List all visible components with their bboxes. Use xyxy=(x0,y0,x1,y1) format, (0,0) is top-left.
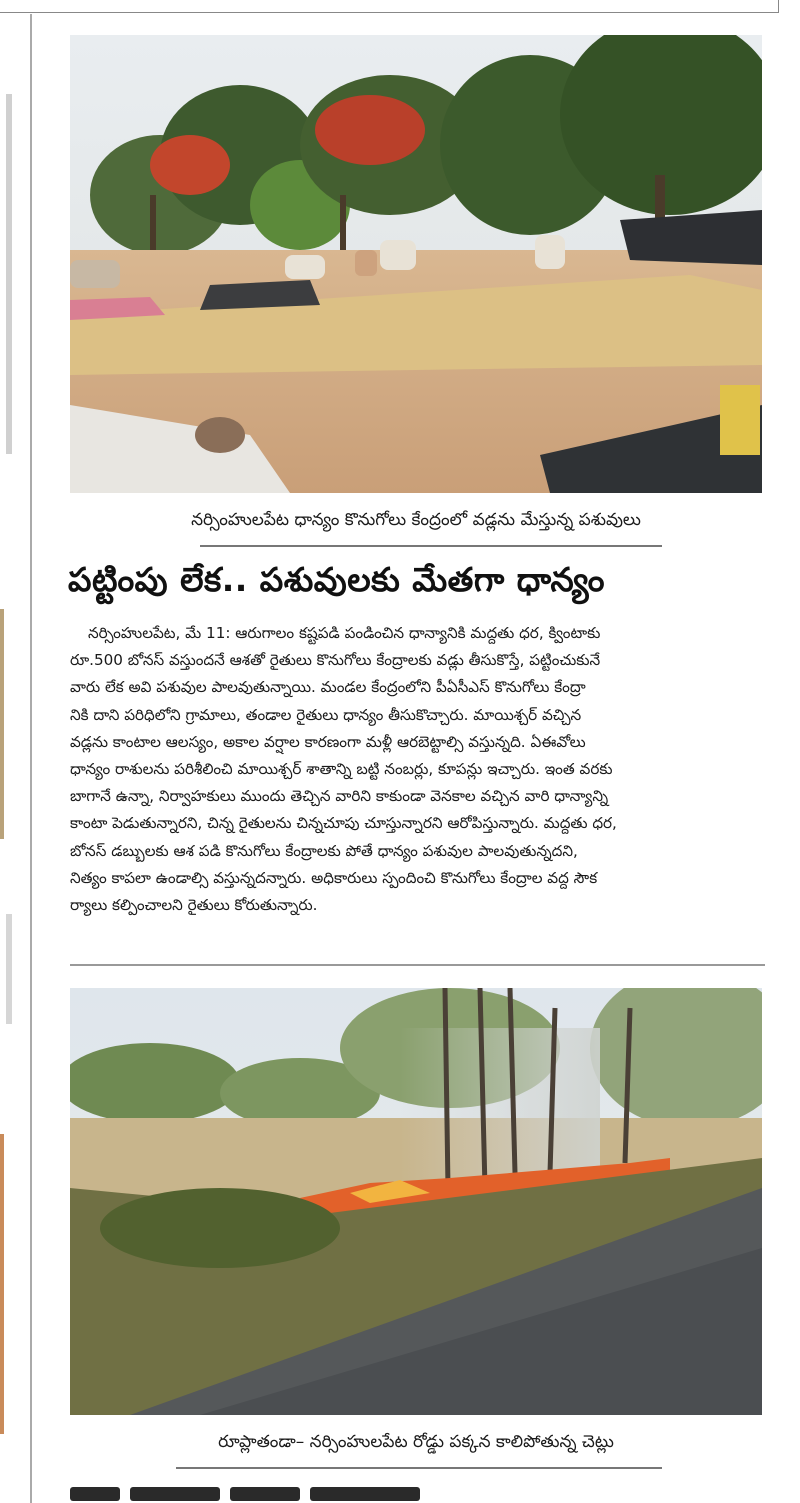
article-line: బాగానే ఉన్నా, నిర్వాహకులు ముందు తెచ్చిన వారిని కాకుండా వెనకాల వచ్చిన వారి ధాన్యాన్ని xyxy=(70,787,609,806)
paddy-centre-cattle-photo xyxy=(70,35,762,493)
top-border-rule xyxy=(0,0,779,13)
article-line: కాంటా పెడుతున్నారని, చిన్న రైతులను చిన్నచూపు చూస్తున్నారని ఆరోపిస్తున్నారు. మద్దతు ధర, xyxy=(70,814,617,833)
article-line: రూ.500 బోనస్ వస్తుందనే ఆశతో రైతులు కొనుగోలు కేంద్రాలకు వడ్లు తీసుకొస్తే, పట్టించుకునే xyxy=(70,651,601,670)
article-line: నికి దాని పరిధిలోని గ్రామాలు, తండాల రైతులు ధాన్యం తీసుకొచ్చారు. మాయిశ్చర్ వచ్చిన xyxy=(70,705,582,724)
gutter-text-fragment xyxy=(6,94,12,454)
section-divider xyxy=(70,964,765,966)
article-line: నిత్యం కాపలా ఉండాల్సి వస్తున్నదన్నారు. అధికారులు స్పందించి కొనుగోలు కేంద్రాల వద్ద సౌక xyxy=(70,868,598,887)
article-headline: పట్టింపు లేక.. పశువులకు మేతగా ధాన్యం xyxy=(68,560,605,599)
photo-caption: నర్సింహులపేట ధాన్యం కొనుగోలు కేంద్రంలో వడ్లను మేస్తున్న పశువులు xyxy=(191,510,641,530)
roadside-fire-photo xyxy=(70,988,762,1415)
caption-underline xyxy=(200,545,662,547)
article-line: ర్యాలు కల్పించాలని రైతులు కోరుతున్నారు. xyxy=(70,896,318,915)
article-line: బోనస్ డబ్బులకు ఆశ పడి కొనుగోలు కేంద్రాలకు పోతే ధాన్యం పశువుల పాలవుతున్నదని, xyxy=(70,841,578,860)
next-headline-cutoff xyxy=(70,1482,490,1503)
caption-underline xyxy=(176,1467,662,1469)
gutter-text-fragment xyxy=(6,914,12,1024)
article-body xyxy=(70,620,764,919)
photo-caption: రూప్లాతండా– నర్సింహులపేట రోడ్డు పక్కన కాలిపోతున్న చెట్లు xyxy=(218,1432,614,1452)
article-line: ధాన్యం రాశులను పరిశీలించి మాయిశ్చర్ శాతాన్ని బట్టి నంబర్లు, కూపన్లు ఇచ్చారు. ఇంత వరకు xyxy=(70,760,613,779)
gutter-photo-edge xyxy=(0,609,4,839)
article-line: నర్సింహులపేట, మే 11: ఆరుగాలం కష్టపడి పండించిన ధాన్యానికి మద్దతు ధర, క్వింటాకు xyxy=(88,624,601,642)
article-line: వారు లేక అవి పశువుల పాలవుతున్నాయి. మండల కేంద్రంలోని పీఏసీఎస్ కొనుగోలు కేంద్రా xyxy=(70,678,586,697)
column-rule xyxy=(30,14,32,1503)
gutter-photo-edge xyxy=(0,1134,4,1434)
article-line: వడ్లను కాంటాల ఆలస్యం, అకాల వర్షాల కారణంగా మళ్లీ ఆరబెట్టాల్సి వస్తున్నది. ఏఈవోలు xyxy=(70,732,586,751)
adjacent-column-edge xyxy=(0,14,30,1503)
